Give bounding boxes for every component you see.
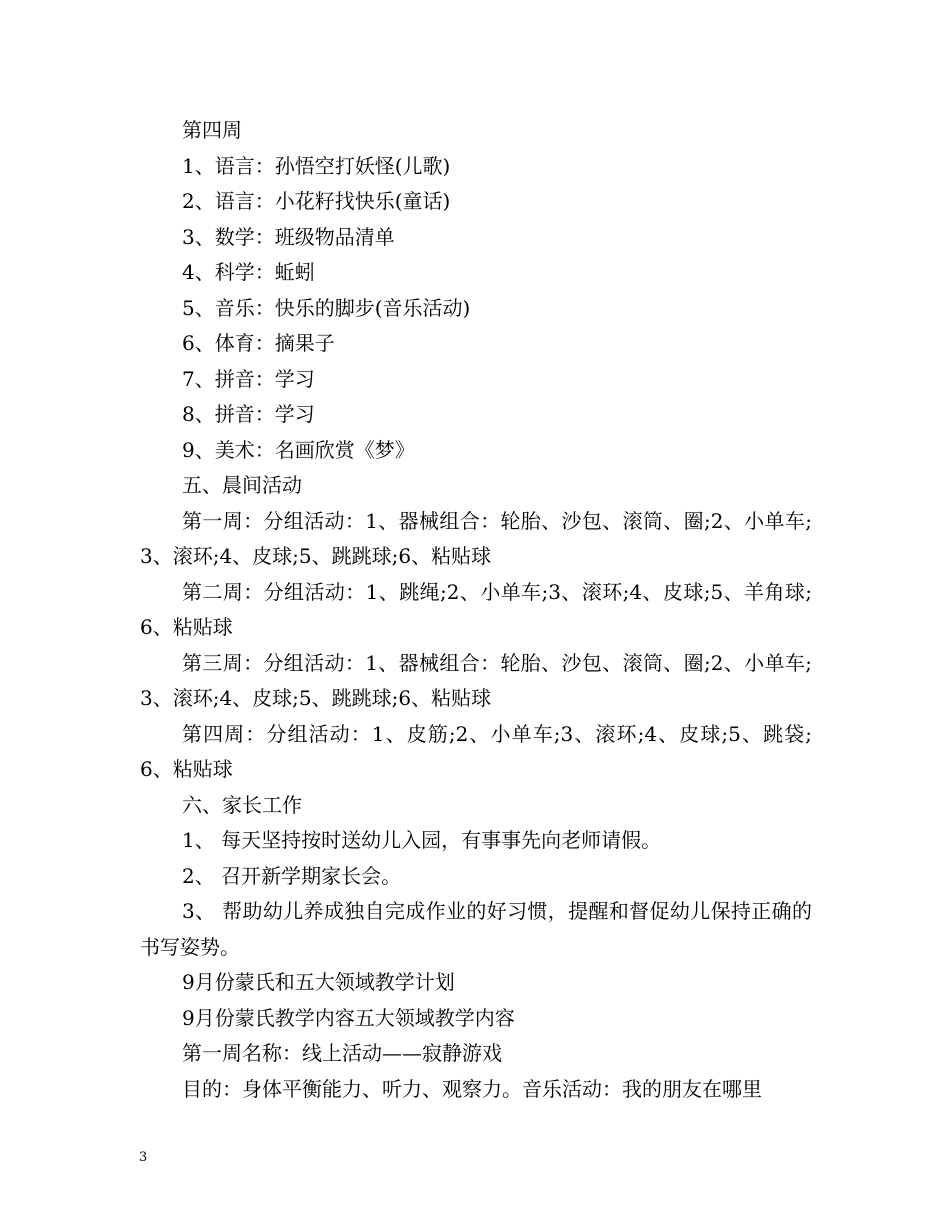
paragraph: 9月份蒙氏教学内容五大领域教学内容: [182, 1005, 515, 1030]
document-body: [140, 113, 812, 1107]
paragraph: 8、拼音：学习: [182, 402, 315, 426]
paragraph: 第四周: [182, 118, 242, 142]
paragraph: 7、拼音：学习: [182, 366, 315, 391]
paragraph: 2、 召开新学期家长会。: [182, 863, 402, 888]
paragraph: 第二周：分组活动：1、跳绳;2、小单车;3、滚环;4、皮球;5、羊角球;6、粘贴球: [140, 579, 812, 639]
paragraph: 2、语言：小花籽找快乐(童话): [182, 189, 451, 213]
section-heading: 六、家长工作: [182, 792, 302, 817]
paragraph: 4、科学：蚯蚓: [182, 260, 315, 284]
paragraph: 3、 帮助幼儿养成独自完成作业的好习惯，提醒和督促幼儿保持正确的书写姿势。: [140, 899, 812, 959]
page-number: 3: [139, 1150, 148, 1165]
paragraph: 9月份蒙氏和五大领域教学计划: [182, 970, 455, 994]
paragraph: 第一周名称：线上活动——寂静游戏: [182, 1041, 502, 1065]
paragraph: 9、美术：名画欣赏《梦》: [182, 437, 415, 462]
paragraph: 6、体育：摘果子: [182, 331, 335, 355]
paragraph: 1、语言：孙悟空打妖怪(儿歌): [182, 153, 451, 178]
section-heading: 五、晨间活动: [182, 473, 302, 497]
paragraph: 3、数学：班级物品清单: [182, 224, 395, 249]
paragraph: 第四周：分组活动：1、皮筋;2、小单车;3、滚环;4、皮球;5、跳袋;6、粘贴球: [140, 721, 812, 781]
paragraph: 1、 每天坚持按时送幼儿入园，有事事先向老师请假。: [182, 828, 662, 852]
paragraph: 目的：身体平衡能力、听力、观察力。音乐活动：我的朋友在哪里: [182, 1076, 762, 1101]
paragraph: 第三周：分组活动：1、器械组合：轮胎、沙包、滚筒、圈;2、小单车;3、滚环;4、皮球;5、跳跳球;6、粘贴球: [140, 650, 812, 710]
paragraph: 5、音乐：快乐的脚步(音乐活动): [182, 295, 471, 320]
paragraph: 第一周：分组活动：1、器械组合：轮胎、沙包、滚筒、圈;2、小单车;3、滚环;4、皮球;5、跳跳球;6、粘贴球: [140, 508, 812, 568]
